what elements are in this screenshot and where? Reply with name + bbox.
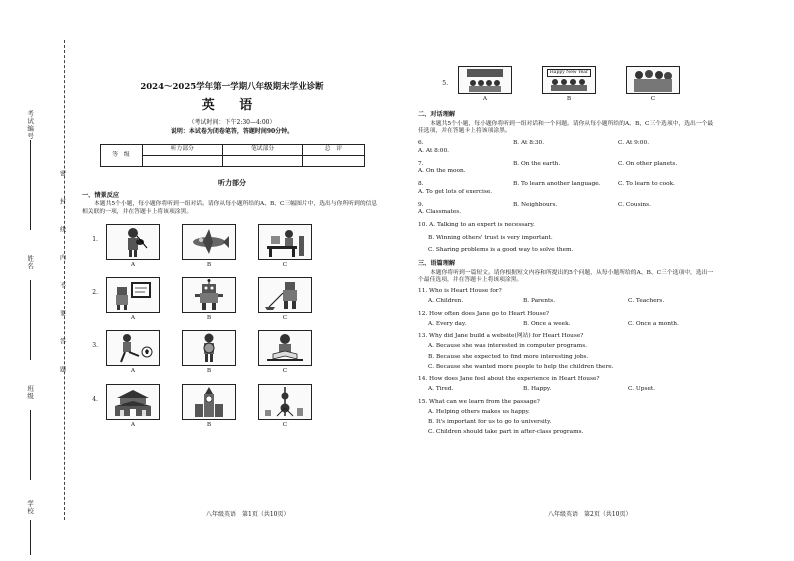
- question-12: 12. How often does Jane go to Heart House?: [418, 310, 550, 317]
- exam-time: （考试时间：下午2:30—4:00）: [188, 118, 276, 126]
- school-line: [30, 520, 31, 555]
- question-15-option-c: C. Children should take part in after-class programs.: [428, 429, 584, 436]
- happy-new-year-icon: [542, 66, 596, 94]
- question-14: 14. How does Jane feel about the experience in Heart House?: [418, 376, 600, 383]
- reading-kid-icon: [258, 330, 312, 366]
- part3-title: 三、语篇理解: [418, 260, 456, 268]
- option-b[interactable]: B: [182, 330, 236, 375]
- basketball-kid-icon: [182, 330, 236, 366]
- violin-boy-icon: [106, 224, 160, 260]
- question-13: 13. Why did Jane build a website(网站) for Heart House?: [418, 333, 584, 340]
- robot-icon: [182, 277, 236, 313]
- question-10: 10. A. Talking to an expert is necessary.: [418, 222, 535, 229]
- question-13-option-c: C. Because she wanted more people to help the children there.: [428, 363, 614, 370]
- question-10-option-b: B. Winning others' trust is very important.: [428, 234, 553, 241]
- option-a[interactable]: A: [106, 384, 160, 429]
- robot-teacher-icon: [106, 277, 160, 313]
- exam-number-label: 考试编号: [26, 110, 35, 140]
- seal-warning-text: 密封线内不要答题: [58, 170, 66, 394]
- question-number: 1.: [92, 235, 98, 243]
- question-number: 3.: [92, 342, 98, 350]
- exam-number-line: [30, 140, 31, 230]
- listening-section-title: 听力部分: [218, 177, 246, 187]
- option-c[interactable]: C: [258, 330, 312, 375]
- total-header: 总 评: [303, 144, 364, 155]
- question-number: 4.: [92, 395, 98, 403]
- listening-header: 听力部分: [142, 144, 222, 155]
- option-c[interactable]: C: [258, 224, 312, 269]
- option-c[interactable]: C: [626, 66, 680, 103]
- option-b[interactable]: B: [182, 224, 236, 269]
- part1-title: 一、情景反应: [82, 191, 120, 199]
- option-c[interactable]: C: [258, 384, 312, 429]
- school-label: 学校: [26, 500, 35, 515]
- soccer-kid-icon: [106, 330, 160, 366]
- page-1-footer: 八年级英语 第1页（共10页）: [206, 511, 290, 518]
- speech-scene-icon: [458, 66, 512, 94]
- clock-tower-icon: [182, 384, 236, 420]
- question-11: 11. Who is Heart House for?: [418, 288, 502, 295]
- class-line: [30, 410, 31, 480]
- question-6: 6. A. At 8:00. B. At 8:30. C. At 9:00.: [418, 140, 650, 154]
- question-13-option-b: B. Because she expected to find more interesting jobs.: [428, 353, 589, 360]
- binding-margin: [0, 0, 72, 561]
- crowd-icon: [626, 66, 680, 94]
- question-13-option-a: A. Because she was interested in computer programs.: [428, 343, 588, 350]
- part1-instructions: 本题共5个小题，每小题你将听到一组对话。请你从每小题所给的A、B、C三幅图片中，选出与你所听到的信息相关联的一项，并在答题卡上将该项涂黑。: [82, 201, 378, 215]
- part2-title: 二、对话理解: [418, 111, 456, 119]
- gate-tower-icon: [106, 384, 160, 420]
- written-score-cell[interactable]: [222, 155, 302, 166]
- question-2: [82, 277, 382, 322]
- option-a[interactable]: A: [106, 277, 160, 322]
- exam-note: 说明：本试卷为闭卷笔答，答题时间90分钟。: [170, 128, 294, 136]
- option-a[interactable]: A: [106, 330, 160, 375]
- total-score-cell[interactable]: [303, 155, 364, 166]
- page-2-footer: 八年级英语 第2页（共10页）: [548, 511, 632, 518]
- question-3: [82, 330, 382, 375]
- name-label: 姓名: [26, 255, 35, 270]
- question-number: 2.: [92, 289, 98, 297]
- page-2: [418, 60, 718, 540]
- question-9: 9. A. Classmates. B. Neighbours. C. Cousins.: [418, 201, 651, 216]
- exam-title: 2024～2025学年第一学期八年级期末学业诊断: [140, 82, 324, 92]
- robot-cleaner-icon: [258, 277, 312, 313]
- option-b[interactable]: B: [182, 384, 236, 429]
- question-11-options: A. Children. B. Parents. C. Teachers.: [428, 298, 665, 305]
- question-number: 5.: [442, 80, 448, 87]
- question-15-option-b: B. It's important for us to go to university.: [428, 419, 552, 426]
- listening-score-cell[interactable]: [142, 155, 222, 166]
- tv-tower-icon: [258, 384, 312, 420]
- question-4: [82, 384, 382, 429]
- toy-plane-icon: [182, 224, 236, 260]
- question-7: 7. A. On the moon. B. On the earth. C. On other planets.: [418, 160, 678, 175]
- option-b[interactable]: Happy New Year B: [542, 66, 596, 103]
- class-label: 班级: [26, 385, 35, 400]
- question-8: 8. A. To get lots of exercise. B. To learn another language. C. To learn to cook.: [418, 181, 675, 195]
- option-b[interactable]: B: [182, 277, 236, 322]
- option-a[interactable]: A: [106, 224, 160, 269]
- part3-instructions: 本题你将听到一篇短文。请你根据短文内容和所提出的5个问题，从每小题所给的A、B、C三个选项中，选出一个最佳选项，并在答题卡上将该项涂黑。: [418, 269, 714, 284]
- question-5: [418, 66, 718, 103]
- desk-worker-icon: [258, 224, 312, 260]
- score-table: [100, 144, 365, 167]
- part2-instructions: 本题共5个小题，每小题你将听到一组对话和一个问题。请你从每小题所给的A、B、C三个选项中，选出一个最佳选项，并在答题卡上将该项涂黑。: [418, 120, 714, 135]
- name-line: [30, 280, 31, 360]
- option-c[interactable]: C: [258, 277, 312, 322]
- question-15: 15. What can we learn from the passage?: [418, 398, 540, 405]
- option-a[interactable]: A: [458, 66, 512, 103]
- question-12-options: A. Every day. B. Once a week. C. Once a month.: [428, 320, 679, 327]
- question-10-option-c: C. Sharing problems is a good way to solve them.: [428, 246, 574, 253]
- page-1: [82, 72, 382, 542]
- question-1: [82, 224, 382, 269]
- grade-label: 等 级: [100, 144, 142, 166]
- question-15-option-a: A. Helping others makes us happy.: [428, 408, 530, 415]
- written-header: 笔试部分: [222, 144, 302, 155]
- subject-title: 英 语: [201, 97, 263, 113]
- question-14-options: A. Tired. B. Happy. C. Upset.: [428, 386, 656, 393]
- banner-text: Happy New Year: [547, 69, 591, 77]
